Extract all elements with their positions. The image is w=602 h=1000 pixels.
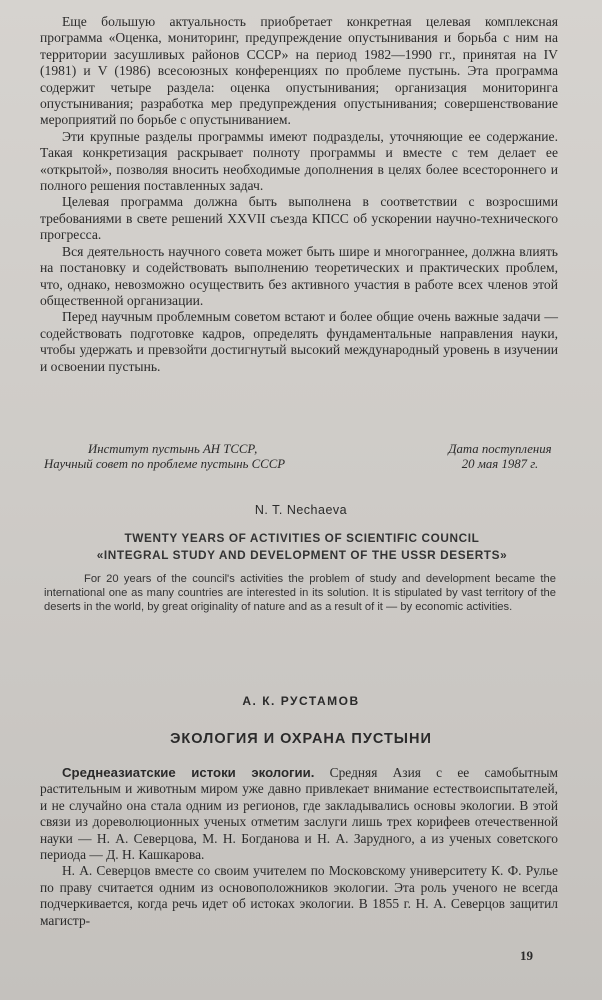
paragraph: Перед научным проблемным советом встают и более общие очень важные задачи — содействовать подготовке кадров, определять фундаментальные направления науки, чтобы удержать и превзойти достигнутый высокий международный уровень в изучении и освоении пустынь. xyxy=(40,309,558,374)
summary-abstract: For 20 years of the council's activities the problem of study and development became the international one as many countries are interested in its solution. It is stipulated by vast territory of the deserts in the world, by great originality of nature and as a result of it — by economic activities. xyxy=(44,573,556,613)
summary-author: N. T. Nechaeva xyxy=(254,503,348,517)
paragraph: Вся деятельность научного совета может быть шире и многограннее, должна влиять на постановку и содействовать выполнению теоретических и практических проблем, что, однако, невозможно осуществить без активного участия в работе всех членов этой общественной организации. xyxy=(40,243,558,308)
affiliation-line: Научный совет по проблеме пустынь СССР xyxy=(44,456,286,471)
section-heading: Среднеазиатские истоки экологии. xyxy=(62,765,315,780)
affiliation-line: Институт пустынь АН ТССР, xyxy=(88,442,258,456)
article-title: ЭКОЛОГИЯ И ОХРАНА ПУСТЫНИ xyxy=(170,731,432,747)
article-body xyxy=(40,765,558,929)
received-value: 20 мая 1987 г. xyxy=(461,456,539,471)
summary-title xyxy=(52,530,552,563)
paragraph-text: Средняя Азия с ее самобытным растительным и животным миром уже давно привлекает внимание естествоиспытателей, и не случайно она стала одним из регионов, где закладывались основы экологии. В этой связи из дореволюционных ученых отметим заслуги лишь трех корифеев отечественной науки — Н. А. Северцова, М. Н. Богданова и Н. А. Зарудного, а из ученых советского периода — Д. Н. Кашкарова. xyxy=(40,765,558,863)
continued-article-body xyxy=(40,14,558,375)
summary-title-line: TWENTY YEARS OF ACTIVITIES OF SCIENTIFIC COUNCIL xyxy=(124,531,480,545)
affiliation xyxy=(44,442,285,471)
paragraph xyxy=(40,765,558,863)
summary-title-line: «INTEGRAL STUDY AND DEVELOPMENT OF THE USSR DESERTS» xyxy=(96,547,508,562)
article-author: А. К. РУСТАМОВ xyxy=(242,694,360,708)
paragraph: Н. А. Северцов вместе со своим учителем по Московскому университету К. Ф. Рулье по праву считается одним из основоположников экологии. Эта роль ученого не всегда подчеркивается, когда речь идет об истоках экологии. В 1855 г. Н. А. Северцов защитил магистр- xyxy=(40,863,558,928)
received-date xyxy=(438,442,562,471)
page-number: 19 xyxy=(520,948,533,963)
paragraph: Целевая программа должна быть выполнена в соответствии с возросшими требованиями в свете решений XXVII съезда КПСС об ускорении научно-технического прогресса. xyxy=(40,194,558,243)
paragraph: Эти крупные разделы программы имеют подразделы, уточняющие ее содержание. Такая конкретизация раскрывает полноту программы и вместе с тем делает ее «открытой», позволяя вносить необходимые дополнения в целях более всестороннего и полного решения поставленных задач. xyxy=(40,128,558,194)
paragraph: Еще большую актуальность приобретает конкретная целевая комплексная программа «Оценка, мониторинг, предупреждение опустынивания и борьба с ним на территории засушливых районов СССР» на период 1982—1990 гг., принятая на IV (1981) и V (1986) всесоюзных конференциях по проблеме пустынь. Эта программа содержит четыре раздела: оценка опустынивания; организация мониторинга опустынивания; разработка мер предупреждения опустынивания; совершенствование мероприятий по борьбе с опустыниванием. xyxy=(40,14,558,128)
received-label: Дата поступления xyxy=(448,442,552,456)
